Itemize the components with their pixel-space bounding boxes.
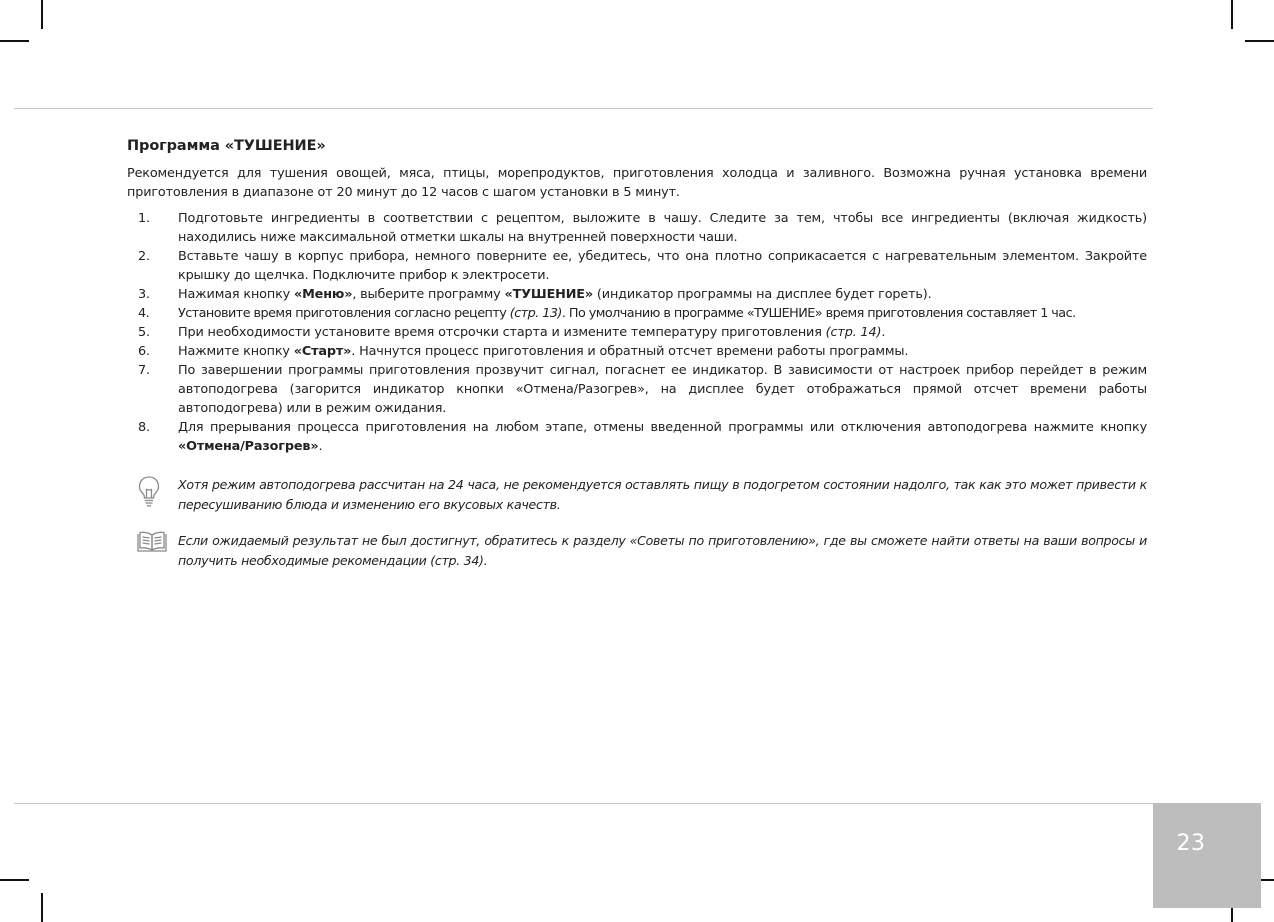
list-item bbox=[127, 247, 1147, 285]
program-name-label: «ТУШЕНИЕ» bbox=[504, 287, 594, 302]
list-item bbox=[127, 304, 1147, 323]
step-text: Подготовьте ингредиенты в соответствии с рецептом, выложите в чашу. Следите за тем, чтобы все ингредиенты (включая жидкость) находились ниже максимальной отметки шкалы на внутренней поверхности чаши. bbox=[178, 211, 1147, 245]
menu-button-label: «Меню» bbox=[293, 287, 353, 302]
section-intro: Рекомендуется для тушения овощей, мяса, птицы, морепродуктов, приготовления холодца и заливного. Возможна ручная установка времени приготовления в диапазоне от 20 минут до 12 часов с шагом установки в 5 минут. bbox=[127, 166, 1147, 200]
tip-text: Хотя режим автоподогрева рассчитан на 24 часа, не рекомендуется оставлять пищу в подогретом состоянии надолго, так как это может привести к пересушиванию блюда и изменению его вкусовых качеств. bbox=[178, 477, 1147, 512]
step-text-before: Для прерывания процесса приготовления на любом этапе, отмены введенной программы или отключения автоподогрева нажмите кнопку bbox=[178, 420, 1147, 435]
step-number: 5. bbox=[138, 325, 150, 340]
page-number: 23 bbox=[1176, 831, 1206, 856]
step-text-before: Установите время приготовления согласно рецепту bbox=[178, 306, 510, 321]
reference-note bbox=[127, 531, 1147, 571]
list-item bbox=[127, 418, 1147, 456]
crop-mark-bottom-left-vertical bbox=[41, 893, 43, 922]
step-number: 2. bbox=[138, 249, 150, 264]
step-text: Вставьте чашу в корпус прибора, немного поверните ее, убедитесь, что она плотно соприкасается с нагревательным элементом. Закройте крышку до щелчка. Подключите прибор к электросети. bbox=[178, 249, 1147, 283]
step-text-before: Нажмите кнопку bbox=[178, 344, 294, 359]
step-number: 3. bbox=[138, 287, 150, 302]
list-item bbox=[127, 285, 1147, 304]
step-number: 4. bbox=[138, 306, 150, 321]
cancel-reheat-button-label: «Отмена/Разогрев» bbox=[178, 439, 319, 454]
section-title: Программа «ТУШЕНИЕ» bbox=[127, 138, 326, 154]
step-text-after: . bbox=[881, 325, 886, 340]
step-number: 1. bbox=[138, 211, 150, 226]
page-reference: (стр. 14) bbox=[825, 325, 882, 340]
page-reference: (стр. 13) bbox=[509, 306, 562, 321]
footer-rule bbox=[14, 803, 1153, 804]
step-text-after: . bbox=[318, 439, 323, 454]
step-text-after: (индикатор программы на дисплее будет гореть). bbox=[593, 287, 932, 302]
step-text-after: . По умолчанию в программе «ТУШЕНИЕ» время приготовления составляет 1 час. bbox=[561, 306, 1076, 321]
step-text-before: При необходимости установите время отсрочки старта и измените температуру приготовления bbox=[178, 325, 826, 340]
crop-mark-top-left-horizontal bbox=[0, 40, 29, 42]
step-number: 8. bbox=[138, 420, 150, 435]
page-content bbox=[127, 136, 1147, 571]
open-book-icon bbox=[136, 530, 168, 560]
list-item bbox=[127, 209, 1147, 247]
lightbulb-icon bbox=[136, 475, 162, 513]
step-number: 7. bbox=[138, 363, 150, 378]
list-item bbox=[127, 323, 1147, 342]
step-text: По завершении программы приготовления прозвучит сигнал, погаснет ее индикатор. В зависимости от настроек прибор перейдет в режим автоподогрева (загорится индикатор кнопки «Отмена/Разогрев», на дисплее будет отображаться прямой отсчет времени работы автоподогрева) или в режим ожидания. bbox=[178, 363, 1147, 416]
header-rule bbox=[14, 108, 1153, 109]
crop-mark-top-right-vertical bbox=[1231, 0, 1233, 29]
crop-mark-top-left-vertical bbox=[41, 0, 43, 29]
start-button-label: «Старт» bbox=[293, 344, 352, 359]
tip-note bbox=[127, 475, 1147, 515]
list-item bbox=[127, 361, 1147, 418]
step-number: 6. bbox=[138, 344, 150, 359]
list-item bbox=[127, 342, 1147, 361]
steps-list bbox=[127, 209, 1147, 456]
step-text-middle: , выберите программу bbox=[352, 287, 505, 302]
page-number-box bbox=[1153, 803, 1261, 908]
reference-text: Если ожидаемый результат не был достигнут, обратитесь к разделу «Советы по приготовлению», где вы сможете найти ответы на ваши вопросы и получить необходимые рекомендации (стр. 34). bbox=[178, 533, 1147, 568]
step-text-after: . Начнутся процесс приготовления и обратный отсчет времени работы программы. bbox=[351, 344, 909, 359]
crop-mark-top-right-horizontal bbox=[1245, 40, 1274, 42]
crop-mark-bottom-left-horizontal bbox=[0, 879, 29, 881]
step-text-before: Нажимая кнопку bbox=[178, 287, 294, 302]
